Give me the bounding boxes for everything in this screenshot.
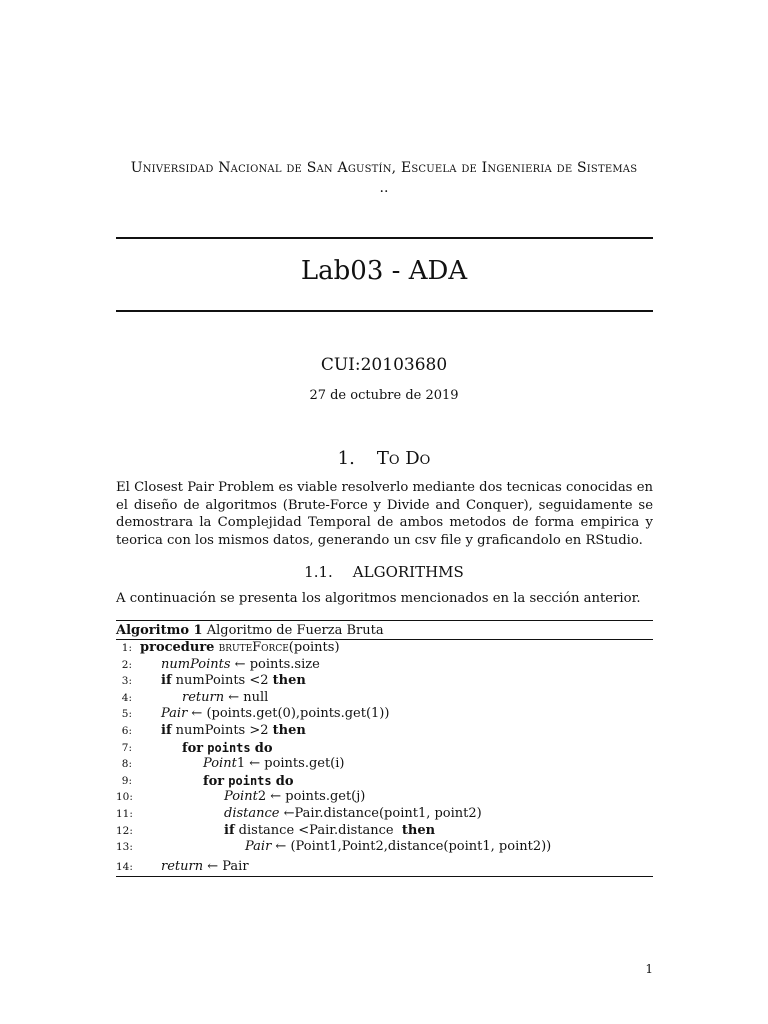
institution-subheader: .. xyxy=(379,180,389,196)
algorithm-line xyxy=(116,839,653,856)
line-code: Pair ← (Point1,Point2,distance(point1, point2)) xyxy=(245,839,552,855)
algorithm-line xyxy=(116,823,653,840)
line-code: if numPoints <2 then xyxy=(161,673,306,689)
line-code: distance ←Pair.distance(point1, point2) xyxy=(224,805,482,821)
line-number: 7: xyxy=(121,741,132,754)
line-number: 3: xyxy=(121,675,132,688)
algorithm-block xyxy=(116,620,653,877)
author-id: CUI:20103680 xyxy=(320,355,448,375)
algorithm-line xyxy=(116,789,653,806)
algorithm-caption xyxy=(116,621,653,640)
line-number: 2: xyxy=(121,658,132,671)
line-code: return ← Pair xyxy=(161,858,249,874)
algorithm-line xyxy=(116,740,653,757)
line-number: 4: xyxy=(121,691,132,704)
algorithm-line xyxy=(116,859,653,876)
page-number: 1 xyxy=(645,962,653,976)
title-bottom-rule xyxy=(116,310,653,312)
algorithm-lines xyxy=(116,640,653,875)
line-code: if distance <Pair.distance then xyxy=(224,822,436,838)
algorithm-line xyxy=(116,723,653,740)
line-number: 6: xyxy=(121,724,132,737)
line-number: 9: xyxy=(121,774,132,787)
line-number: 8: xyxy=(121,758,132,771)
line-code: procedure bruteForce(points) xyxy=(140,640,340,655)
section-title: To Do xyxy=(376,448,431,469)
line-number: 10: xyxy=(116,791,133,804)
algorithm-line xyxy=(116,806,653,823)
algorithm-caption-text: Algoritmo de Fuerza Bruta xyxy=(206,623,384,638)
line-code: return ← null xyxy=(182,689,269,705)
algorithm-label: Algoritmo 1 xyxy=(116,623,203,638)
algorithm-line xyxy=(116,657,653,674)
algorithm-line xyxy=(116,690,653,707)
line-number: 1: xyxy=(121,642,132,654)
algorithm-bottom-rule xyxy=(116,876,653,877)
line-number: 5: xyxy=(121,708,132,721)
subsection-heading xyxy=(0,563,768,581)
title-top-rule xyxy=(116,237,653,239)
line-code: Point1 ← points.get(i) xyxy=(203,756,345,772)
line-number: 11: xyxy=(116,807,133,820)
institution-header: Universidad Nacional de San Agustín, Escuela de Ingenieria de Sistemas xyxy=(130,160,638,176)
algorithm-line xyxy=(116,640,653,657)
subsection-paragraph: A continuación se presenta los algoritmos mencionados en la sección anterior. xyxy=(116,591,641,606)
document-title: Lab03 - ADA xyxy=(300,256,468,286)
line-code: numPoints ← points.size xyxy=(161,656,320,672)
line-code: for points do xyxy=(182,740,273,756)
line-number: 13: xyxy=(116,841,133,854)
line-code: for points do xyxy=(203,773,294,789)
section-heading xyxy=(0,448,768,469)
intro-paragraph: El Closest Pair Problem es viable resolverlo mediante dos tecnicas conocidas en el diseño de algoritmos (Brute-Force y Divide and Conquer), seguidamente se demostrara la Complejidad Temporal de ambos metodos de forma empirica y teorica con los mismos datos, generando un csv file y graficandolo en RStudio. xyxy=(116,480,653,548)
line-number: 12: xyxy=(116,824,133,837)
line-code: Pair ← (points.get(0),points.get(1)) xyxy=(161,706,390,722)
line-code: if numPoints >2 then xyxy=(161,722,306,738)
line-code: Point2 ← points.get(j) xyxy=(224,789,366,805)
algorithm-line xyxy=(116,673,653,690)
document-date: 27 de octubre de 2019 xyxy=(309,388,459,403)
section-number: 1. xyxy=(337,448,355,469)
algorithm-line xyxy=(116,706,653,723)
line-number: 14: xyxy=(116,860,133,873)
algorithm-line xyxy=(116,773,653,790)
subsection-number: 1.1. xyxy=(304,563,333,581)
subsection-title: ALGORITHMS xyxy=(352,563,464,581)
algorithm-line xyxy=(116,756,653,773)
